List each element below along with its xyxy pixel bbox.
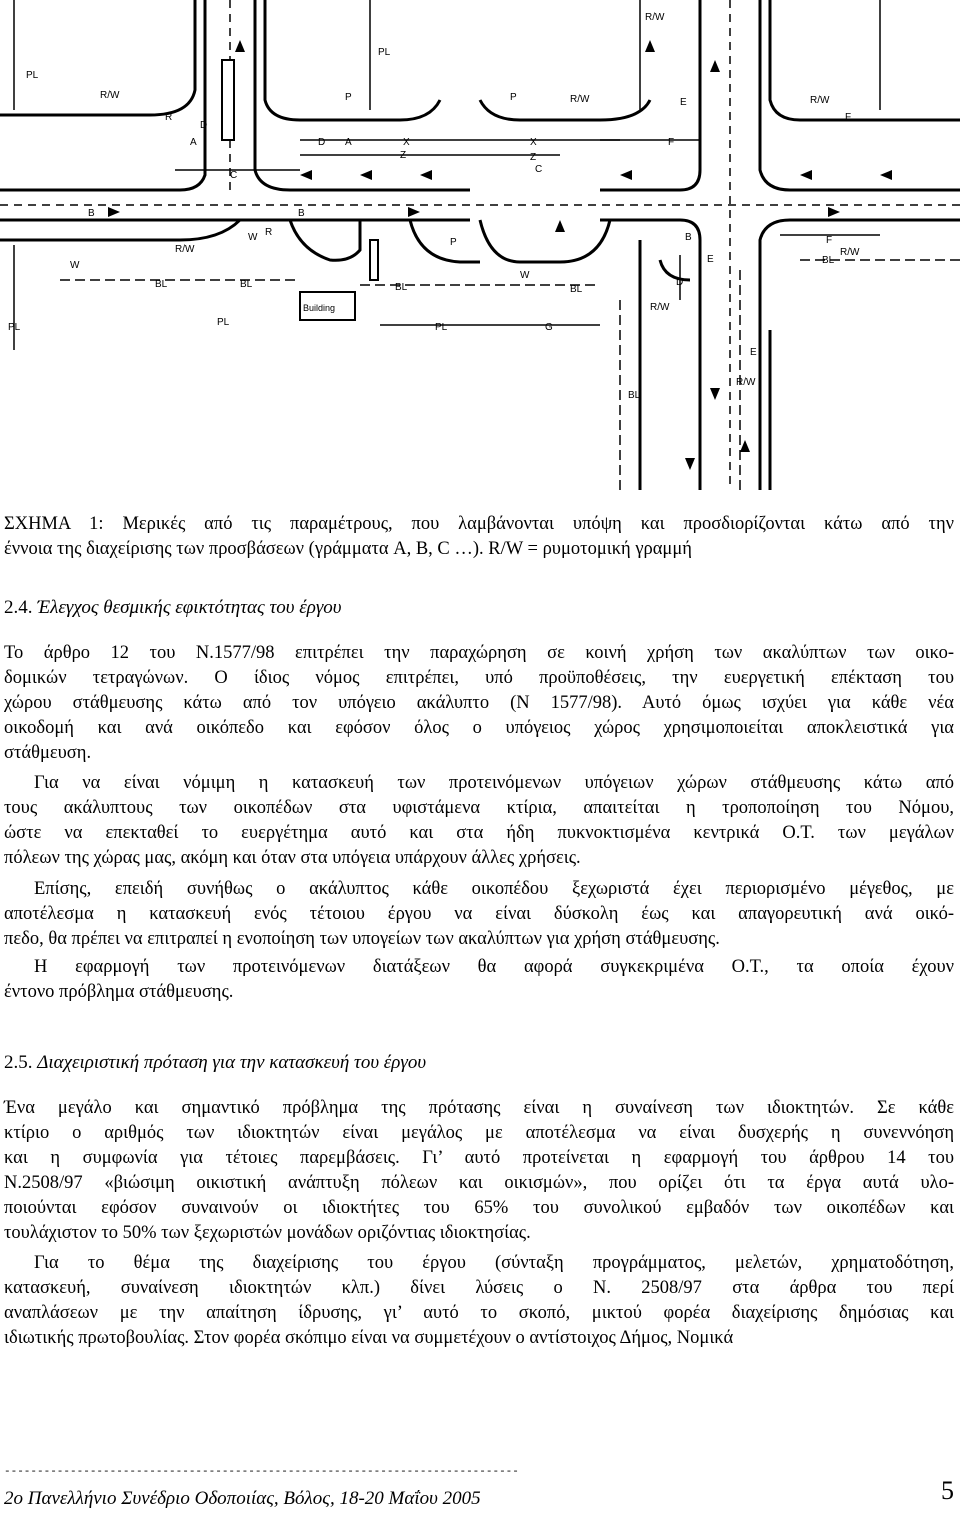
diagram-label: R/W <box>570 94 590 105</box>
text-line: έντονο πρόβλημα στάθμευσης. <box>4 982 234 1002</box>
section-number: 2.4. <box>4 597 33 618</box>
diagram-label: E <box>750 347 757 358</box>
diagram-label: BL <box>570 284 583 295</box>
paragraph-5 <box>4 1096 954 1246</box>
diagram-label: R/W <box>645 12 665 23</box>
diagram-label: PL <box>8 322 21 333</box>
text-line: τους ακάλυπτους των οικοπέδων στα υφιστάμενα κτίρια, απαιτείται η τροποποίηση του Νόμου, <box>4 798 954 818</box>
text-line: αποτέλεσμα η κατασκευή ενός τέτοιου έργου να είναι δύσκολη έως και απαγορευτική ανά οικό- <box>4 904 954 924</box>
diagram-label: R/W <box>840 247 860 258</box>
text-line: κτίριο ο αριθμός των ιδιοκτητών είναι μεγάλος με αποτέλεσμα να είναι δυσχερής η συνεννόηση <box>4 1123 954 1143</box>
diagram-label: R/W <box>175 244 195 255</box>
diagram-label: F <box>845 112 852 123</box>
text-line: Για να είναι νόμιμη η κατασκευή των προτεινόμενων υπόγειων χώρων στάθμευσης κάτω από <box>34 773 954 793</box>
diagram-label: F <box>668 137 675 148</box>
diagram-label: R <box>265 227 273 238</box>
building-label: Building <box>303 303 336 313</box>
text-line: Για το θέμα της διαχείρισης του έργου (σύνταξη προγράμματος, μελετών, χρηματοδότηση, <box>34 1253 954 1273</box>
diagram-label: PL <box>26 70 39 81</box>
diagram-label: D <box>676 277 684 288</box>
text-line: Ένα μεγάλο και σημαντικό πρόβλημα της πρότασης είναι η συναίνεση των ιδιοκτητών. Σε κάθε <box>4 1098 954 1118</box>
diagram-label: E <box>707 254 714 265</box>
section-title: Έλεγχος θεσμικής εφικτότητας του έργου <box>37 597 342 618</box>
diagram-label: C <box>230 170 238 181</box>
text-line: κατασκευή, συναίνεση ιδιοκτητών κλπ.) δίνει λύσεις ο Ν. 2508/97 στα άρθρα του περί <box>4 1278 954 1298</box>
diagram-label: W <box>70 260 80 271</box>
diagram-label: F <box>826 235 833 246</box>
caption-line: ΣΧΗΜΑ 1: Μερικές από τις παραμέτρους, που λαμβάνονται υπόψη και προσδιορίζονται κάτω από την <box>4 514 954 534</box>
diagram-label: BL <box>395 282 408 293</box>
diagram-label: BL <box>628 390 641 401</box>
diagram-label: R/W <box>650 302 670 313</box>
figure-caption <box>4 512 954 562</box>
diagram-label: W <box>248 232 258 243</box>
diagram-label: G <box>545 322 553 333</box>
diagram-label: A <box>190 137 197 148</box>
section-title: Διαχειριστική πρόταση για την κατασκευή του έργου <box>37 1052 427 1073</box>
section-number: 2.5. <box>4 1052 33 1073</box>
diagram-label: B <box>298 208 305 219</box>
diagram-label: A <box>345 137 352 148</box>
diagram-label: PL <box>378 47 391 58</box>
section-heading-2-5 <box>4 1052 426 1074</box>
text-line: Επίσης, επειδή συνήθως ο ακάλυπτος κάθε οικοπέδου ξεχωριστά έχει περιορισμένο μέγεθος, με <box>34 879 954 899</box>
section-heading-2-4 <box>4 597 342 619</box>
diagram-label: P <box>450 237 457 248</box>
diagram-label: B <box>685 232 692 243</box>
diagram-label: P <box>510 92 517 103</box>
text-line: οικοδομή και ανά οικόπεδο και εφόσον όλος ο υπόγειος χώρος χρησιμοποιείται αποκλειστικά για <box>4 718 954 738</box>
diagram-label: C <box>535 164 543 175</box>
diagram-label: PL <box>217 317 230 328</box>
text-line: Ν.2508/97 «βιώσιμη οικιστική ανάπτυξη πόλεων και οικισμών», που ορίζει ότι τα έργα αυτά υλο- <box>4 1173 954 1193</box>
caption-line: έννοια της διαχείρισης των προσβάσεων (γράμματα A, B, C …). R/W = ρυμοτομική γραμμή <box>4 539 692 559</box>
footer-rule: ------------------------------------------------------------------------------ <box>4 1466 519 1478</box>
diagram-label: Z <box>400 150 407 161</box>
diagram-label: X <box>403 137 410 148</box>
diagram-label: X <box>530 137 537 148</box>
text-line: πόλεων της χώρας μας, ακόμη και όταν στα υπόγεια υπάρχουν άλλες χρήσεις. <box>4 848 581 868</box>
diagram-label: E <box>680 97 687 108</box>
text-line: αναπλάσεων με την απαίτηση ίδρυσης, γι’ αυτό το σκοπό, μικτού φορέα διαχείρισης δημόσιας και <box>4 1303 954 1323</box>
text-line: ποιούνται εφόσον συναινούν οι ιδιοκτήτες του 65% του συνολικού εμβαδόν των οικοπέδων και <box>4 1198 954 1218</box>
diagram-label: D <box>318 137 326 148</box>
diagram-label: D <box>200 120 208 131</box>
diagram-label: R/W <box>100 90 120 101</box>
text-line: και η συμφωνία για τέτοιες παρεμβάσεις. Γι’ αυτό προτείνεται η εφαρμογή του άρθρου 14 του <box>4 1148 954 1168</box>
diagram-label: BL <box>240 279 253 290</box>
diagram-label: Z <box>530 152 537 163</box>
paragraph-1 <box>4 641 954 766</box>
paragraph-4 <box>4 955 954 1005</box>
paragraph-6 <box>4 1251 954 1351</box>
text-line: στάθμευση. <box>4 743 92 763</box>
text-line: ιδιωτικής πρωτοβουλίας. Στον φορέα σκόπιμο είναι να συμμετέχουν ο αντίστοιχος Δήμος, Νομικά <box>4 1328 734 1348</box>
access-management-diagram <box>0 0 960 490</box>
diagram-label: B <box>88 208 95 219</box>
road-diagram-svg <box>0 0 960 490</box>
diagram-label: R <box>165 112 173 123</box>
diagram-label: R/W <box>736 377 756 388</box>
diagram-label: BL <box>155 279 168 290</box>
paragraph-3 <box>4 877 954 952</box>
diagram-label: PL <box>435 322 448 333</box>
text-line: χώρου στάθμευσης κάτω από τον υπόγειο ακάλυπτο (Ν 1577/98). Αυτό όμως ισχύει για κάθε νέα <box>4 693 954 713</box>
diagram-label: W <box>520 270 530 281</box>
diagram-label: BL <box>822 255 835 266</box>
text-line: Το άρθρο 12 του Ν.1577/98 επιτρέπει την παραχώρηση σε κοινή χρήση των ακαλύπτων των οικο- <box>4 643 954 663</box>
paragraph-2 <box>4 771 954 871</box>
page-number: 5 <box>941 1476 954 1505</box>
diagram-label: R/W <box>810 95 830 106</box>
text-line: Η εφαρμογή των προτεινόμενων διατάξεων θα αφορά συγκεκριμένα Ο.Τ., τα οποία έχουν <box>34 957 954 977</box>
text-line: δομικών τετραγώνων. Ο ίδιος νόμος επιτρέπει, υπό προϋποθέσεις, την ευεργετική επέκταση του <box>4 668 954 688</box>
diagram-label: P <box>345 92 352 103</box>
text-line: πεδο, θα πρέπει να επιτραπεί η ενοποίηση των υπογείων των ακαλύπτων για χρήση στάθμευσης. <box>4 929 720 949</box>
text-line: ώστε να επεκταθεί το ευεργέτημα αυτό και στα ήδη πυκνοκτισμένα κεντρικά Ο.Τ. των μεγάλων <box>4 823 954 843</box>
text-line: τουλάχιστον το 50% των ξεχωριστών μονάδων οριζόντιας ιδιοκτησίας. <box>4 1223 531 1243</box>
footer-conference: 2o Πανελλήνιο Συνέδριο Οδοποιίας, Βόλος, 18-20 Μαΐου 2005 <box>4 1488 481 1509</box>
